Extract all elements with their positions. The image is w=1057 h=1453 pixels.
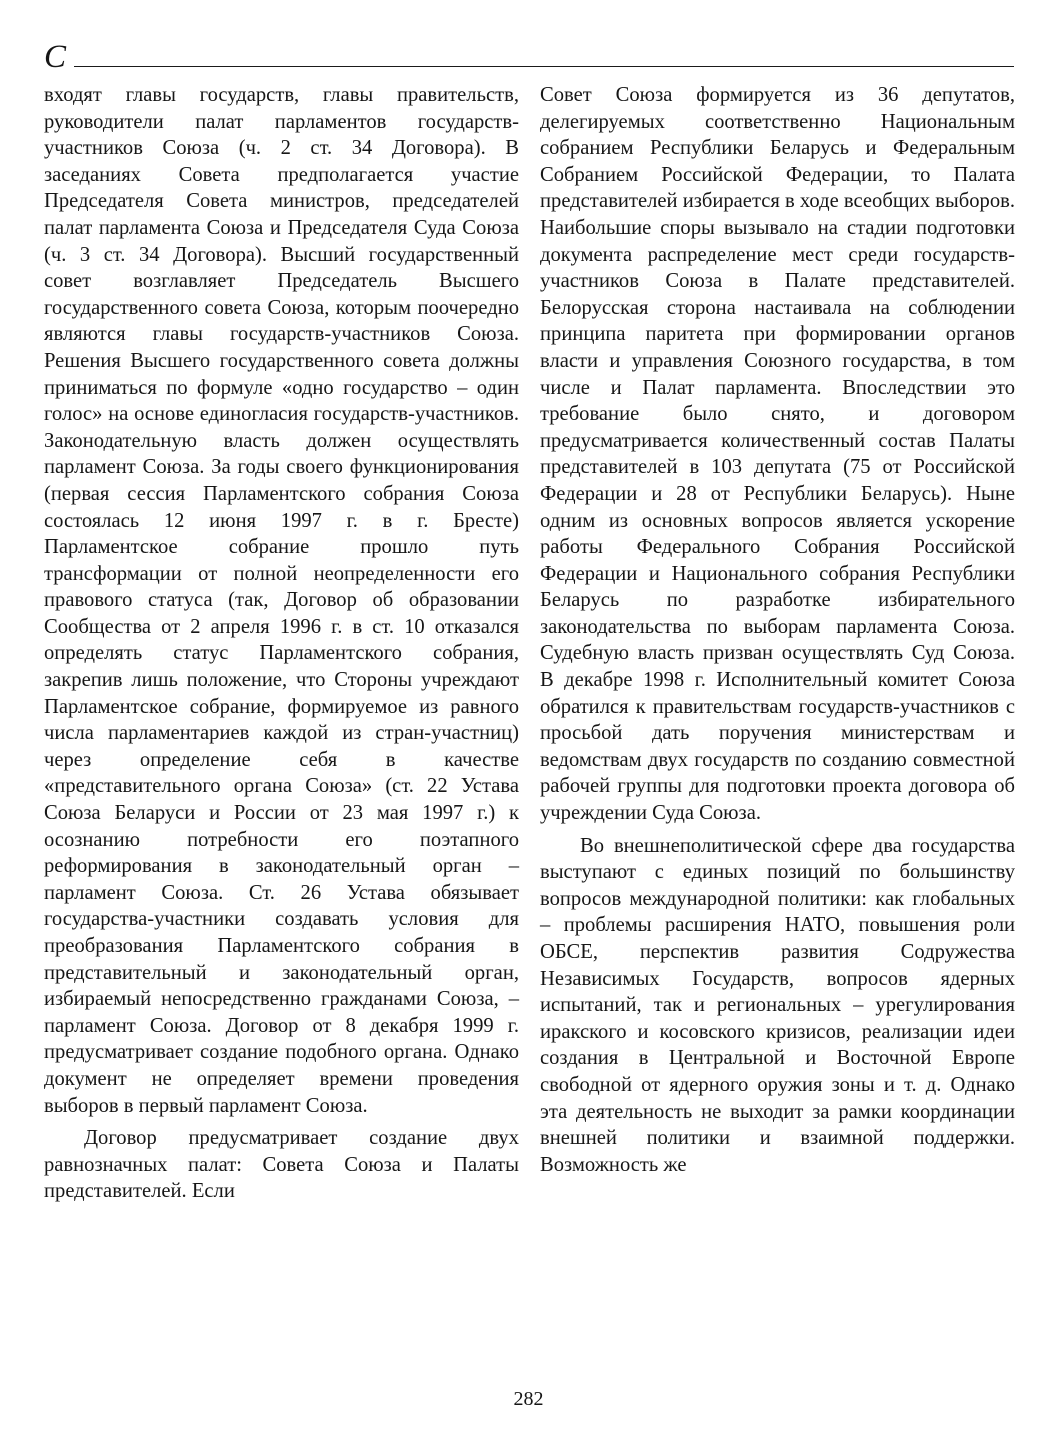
- paragraph-continued: Совет Союза формируется из 36 депутатов, делегируемых соответственно Национальным собранием Республики Беларусь и Федеральным Собранием Российской Федерации, то Палата представителей избирается в ходе всеобщих выборов. Наибольшие споры вызывало на стадии подготовки документа распределение мест среди государств-участников Союза в Палате представителей. Белорусская сторона настаивала на соблюдении принципа паритета при формировании органов власти и управления Союзного государства, в том числе и Палат парламента. Впоследствии это требование было снято, и договором предусматривается количественный состав Палаты представителей в 103 депутата (75 от Российской Федерации и 28 от Республики Беларусь). Ныне одним из основных вопросов является ускорение работы Федерального Собрания Российской Федерации и Национального собрания Республики Беларусь по разработке избирательного законодательства по выборам парламента Союза. Судебную власть призван осуществлять Суд Союза. В декабре 1998 г. Исполнительный комитет Союза обратился к правительствам государств-участников с просьбой дать поручения министерствам и ведомствам двух государств по созданию совместной рабочей группы для подготовки проекта договора об учреждении Суда Союза.: [540, 84, 1015, 825]
- section-letter: С: [44, 39, 67, 75]
- paragraph: Договор предусматривает создание двух равнозначных палат: Совета Союза и Палаты представителей. Если: [44, 1127, 519, 1203]
- page-number: 282: [513, 1388, 544, 1410]
- header-rule: [74, 66, 1014, 67]
- paragraph-continued: входят главы государств, главы правительств, руководители палат парламентов государств-участников Союза (ч. 2 ст. 34 Договора). В заседаниях Совета предполагается участие Председателя Совета министров, председателей палат парламента Союза и Председателя Суда Союза (ч. 3 ст. 34 Договора). Высший государственный совет возглавляет Председатель Высшего государственного совета Союза, которым поочередно являются главы государств-участников Союза. Решения Высшего государственного совета должны приниматься по формуле «одно государство – один голос» на основе единогласия государств-участников. Законодательную власть должен осуществлять парламент Союза. За годы своего функционирования (первая сессия Парламентского собрания Союза состоялась 12 июня 1997 г. в г. Бресте) Парламентское собрание прошло путь трансформации от полной неопределенности его правового статуса (так, Договор об образовании Сообщества от 2 апреля 1996 г. в ст. 10 отказался определять статус Парламентского собрания, закрепив лишь положение, что Стороны учреждают Парламентское собрание, формируемое из равного числа парламентариев каждой из стран-участниц) через определение себя в качестве «представительного органа Союза» (ст. 22 Устава Союза Беларуси и России от 23 мая 1997 г.) к осознанию потребности его поэтапного реформирования в законодательный орган – парламент Союза. Ст. 26 Устава обязывает государства-участники создавать условия для преобразования Парламентского собрания в представительный и законодательный орган, избираемый непосредственно гражданами Союза, – парламент Союза. Договор от 8 декабря 1999 г. предусматривает создание подобного органа. Однако документ не определяет времени проведения выборов в первый парламент Союза.: [44, 84, 519, 1117]
- left-column: [44, 82, 519, 1205]
- paragraph: Во внешнеполитической сфере два государства выступают с единых позиций по большинству вопросов международной политики: как глобальных – проблемы расширения НАТО, повышения роли ОБСЕ, перспектив развития Содружества Независимых Государств, вопросов ядерных испытаний, так и региональных – урегулирования иракского и косовского кризисов, реализации идеи создания в Центральной и Восточной Европе свободной от ядерного оружия зоны и т. д. Однако эта деятельность не выходит за рамки координации внешней политики и взаимной поддержки. Возможность же: [540, 834, 1015, 1176]
- right-column: [540, 82, 1015, 1178]
- running-header: [44, 40, 1014, 74]
